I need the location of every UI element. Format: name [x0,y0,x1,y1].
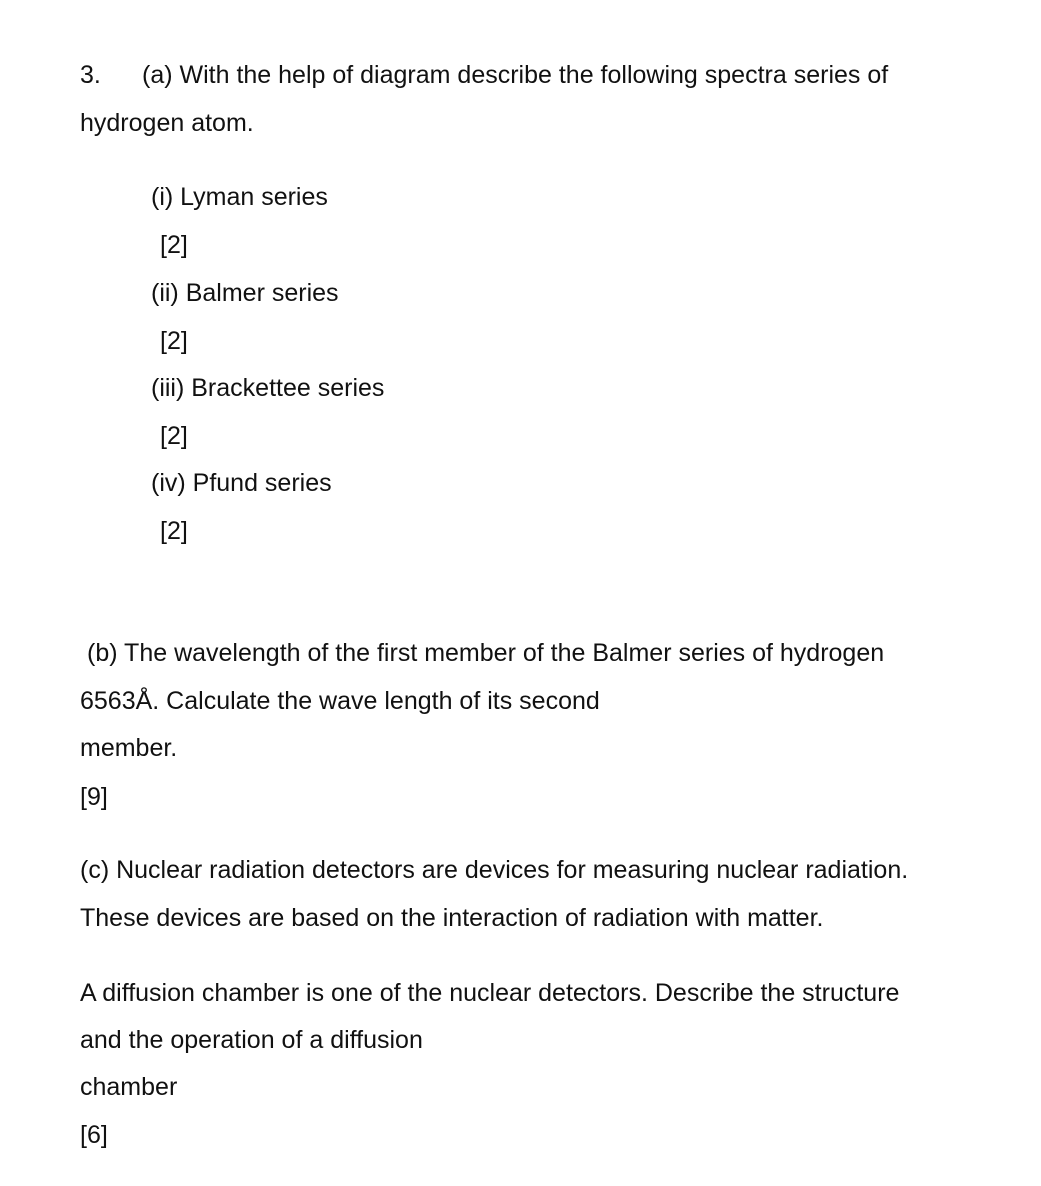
part-a-intro-line1: (a) With the help of diagram describe the following spectra series of [142,61,889,89]
part-c-line3: A diffusion chamber is one of the nuclear detectors. Describe the structure [80,979,900,1007]
part-b-line3: member. [80,734,178,762]
part-b-line1: (b) The wavelength of the first member of the Balmer series of hydrogen [87,639,885,667]
question-number: 3. [80,61,101,89]
part-c-line5: chamber [80,1073,178,1101]
item-iv-marks: [2] [160,517,188,545]
part-a-intro-line2: hydrogen atom. [80,109,254,137]
part-b-line2: 6563Å. Calculate the wave length of its second [80,687,600,715]
part-c-line4: and the operation of a diffusion [80,1026,423,1054]
part-c-line2: These devices are based on the interaction of radiation with matter. [80,904,824,932]
item-ii-label: (ii) Balmer series [151,279,339,307]
part-b-marks: [9] [80,783,108,811]
item-i-label: (i) Lyman series [151,183,328,211]
item-ii-marks: [2] [160,327,188,355]
part-c-marks: [6] [80,1121,108,1149]
item-iii-label: (iii) Brackettee series [151,374,385,402]
item-iii-marks: [2] [160,422,188,450]
part-c-line1: (c) Nuclear radiation detectors are devices for measuring nuclear radiation. [80,856,909,884]
item-i-marks: [2] [160,231,188,259]
item-iv-label: (iv) Pfund series [151,469,332,497]
